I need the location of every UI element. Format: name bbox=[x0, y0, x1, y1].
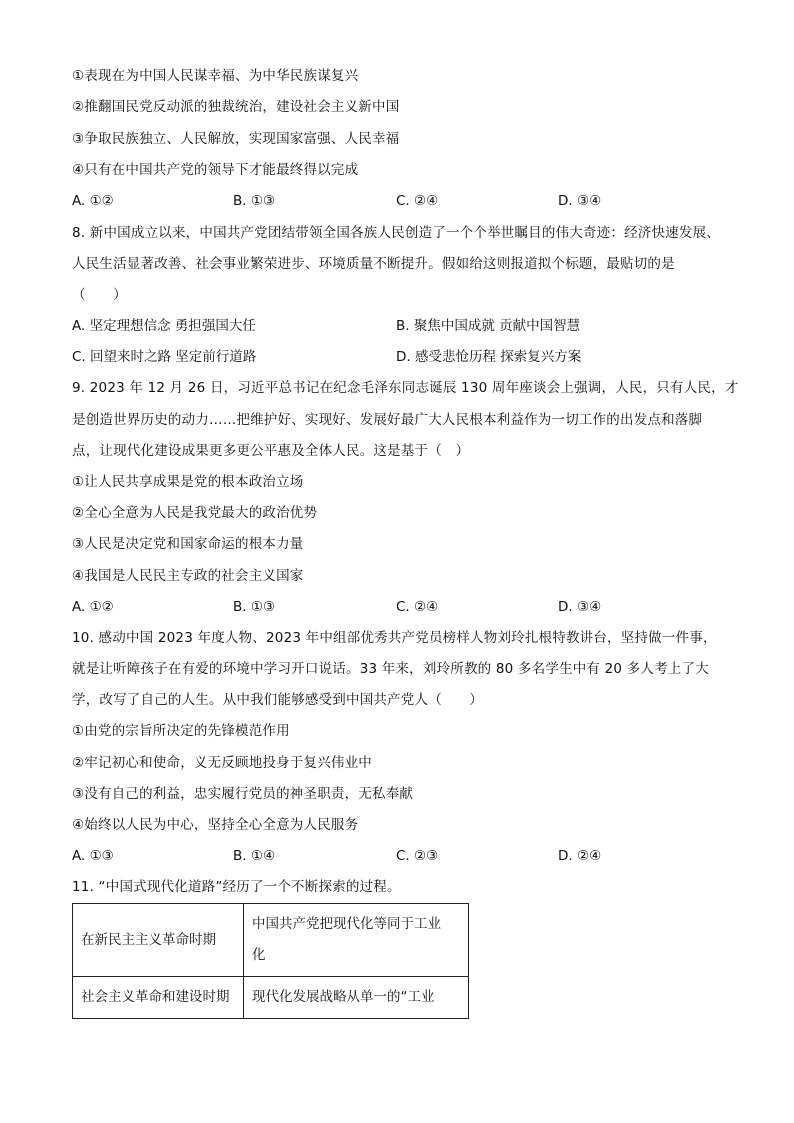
table-cell-description bbox=[244, 977, 469, 1019]
q8-stem-line-3: （ ） bbox=[72, 287, 127, 303]
q7-statement-3: ③争取民族独立、人民解放，实现国家富强、人民幸福 bbox=[72, 131, 400, 147]
q8-option-b: B. 聚焦中国成就 贡献中国智慧 bbox=[396, 318, 581, 334]
q11-table bbox=[72, 903, 469, 1019]
q10-stem-line-3: 学，改写了自己的人生。从中我们能够感受到中国共产党人（ ） bbox=[72, 692, 483, 708]
q9-statement-1: ①让人民共享成果是党的根本政治立场 bbox=[72, 474, 304, 490]
q9-stem-line-2: 是创造世界历史的动力……把维护好、实现好、发展好最广大人民根本利益作为一切工作的出发点和落脚 bbox=[72, 412, 703, 428]
q10-stem-line-2: 就是让听障孩子在有爱的环境中学习开口说话。33 年来，刘玲所教的 80 多名学生中有 20 多人考上了大 bbox=[72, 661, 709, 677]
table-cell-line: 化 bbox=[252, 947, 266, 963]
q8-stem-line-2: 人民生活显著改善、社会事业繁荣进步、环境质量不断提升。假如给这则报道拟个标题，最贴切的是 bbox=[72, 256, 675, 272]
q9-stem-line-3: 点，让现代化建设成果更多更公平惠及全体人民。这是基于（ ） bbox=[72, 443, 470, 459]
q9-statement-4: ④我国是人民民主专政的社会主义国家 bbox=[72, 568, 304, 584]
q9-option-a: A. ①② bbox=[72, 599, 114, 615]
q9-option-b: B. ①③ bbox=[233, 599, 276, 615]
q7-statement-1: ①表现在为中国人民谋幸福、为中华民族谋复兴 bbox=[72, 68, 359, 84]
q9-stem-line-1: 9. 2023 年 12 月 26 日，习近平总书记在纪念毛泽东同志诞辰 130 周年座谈会上强调，人民，只有人民，才 bbox=[72, 380, 739, 396]
table-cell-description bbox=[244, 904, 469, 977]
table-cell-period: 在新民主主义革命时期 bbox=[73, 904, 244, 977]
q7-option-c: C. ②④ bbox=[396, 193, 439, 209]
q10-statement-3: ③没有自己的利益，忠实履行党员的神圣职责，无私奉献 bbox=[72, 786, 414, 802]
q10-statement-1: ①由党的宗旨所决定的先锋模范作用 bbox=[72, 723, 290, 739]
q10-option-c: C. ②③ bbox=[396, 848, 439, 864]
q7-option-b: B. ①③ bbox=[233, 193, 276, 209]
q10-option-a: A. ①③ bbox=[72, 848, 114, 864]
q7-option-a: A. ①② bbox=[72, 193, 114, 209]
q7-statement-4: ④只有在中国共产党的领导下才能最终得以完成 bbox=[72, 162, 359, 178]
q7-statement-2: ②推翻国民党反动派的独裁统治，建设社会主义新中国 bbox=[72, 99, 400, 115]
q8-option-a: A. 坚定理想信念 勇担强国大任 bbox=[72, 318, 256, 334]
q8-option-c: C. 回望来时之路 坚定前行道路 bbox=[72, 349, 257, 365]
q9-option-d: D. ③④ bbox=[558, 599, 602, 615]
table-row bbox=[73, 977, 469, 1019]
q10-statement-2: ②牢记初心和使命，义无反顾地投身于复兴伟业中 bbox=[72, 755, 373, 771]
q10-option-d: D. ②④ bbox=[558, 848, 602, 864]
q9-option-c: C. ②④ bbox=[396, 599, 439, 615]
table-cell-period: 社会主义革命和建设时期 bbox=[73, 977, 244, 1019]
q9-statement-2: ②全心全意为人民是我党最大的政治优势 bbox=[72, 505, 318, 521]
q8-stem-line-1: 8. 新中国成立以来，中国共产党团结带领全国各族人民创造了一个个举世瞩目的伟大奇迹：经济快速发展、 bbox=[72, 225, 720, 241]
table-row bbox=[73, 904, 469, 977]
table-cell-line: 现代化发展战略从单一的“工业 bbox=[252, 989, 435, 1005]
table-cell-line: 中国共产党把现代化等同于工业 bbox=[252, 916, 441, 932]
q8-option-d: D. 感受悲怆历程 探索复兴方案 bbox=[396, 349, 582, 365]
q11-stem-line-1: 11. “中国式现代化道路”经历了一个不断探索的过程。 bbox=[72, 879, 401, 895]
q10-stem-line-1: 10. 感动中国 2023 年度人物、2023 年中组部优秀共产党员榜样人物刘玲扎根特教讲台，坚持做一件事， bbox=[72, 630, 717, 646]
q10-statement-4: ④始终以人民为中心，坚持全心全意为人民服务 bbox=[72, 817, 359, 833]
q10-option-b: B. ①④ bbox=[233, 848, 276, 864]
q9-statement-3: ③人民是决定党和国家命运的根本力量 bbox=[72, 536, 304, 552]
q7-option-d: D. ③④ bbox=[558, 193, 602, 209]
